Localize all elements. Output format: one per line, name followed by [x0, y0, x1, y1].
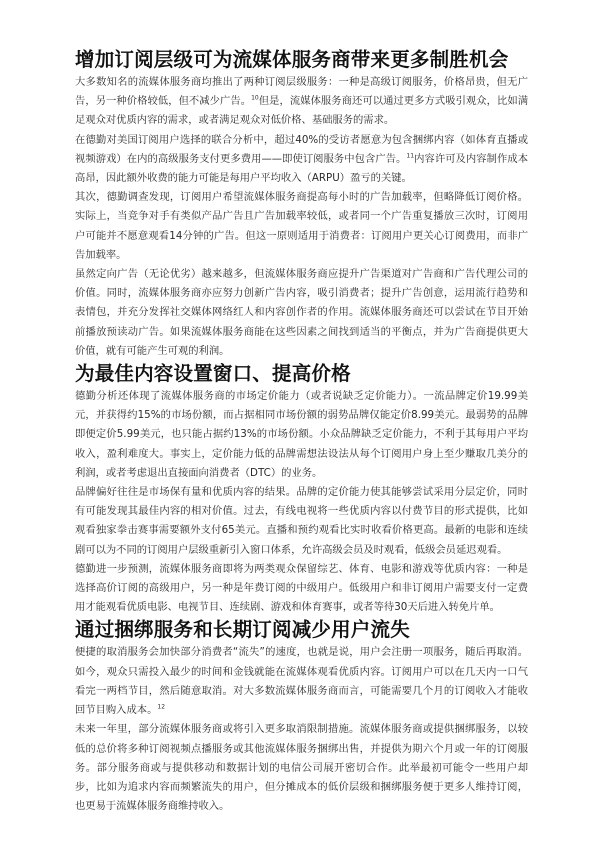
- paragraph-text: 在德勤对美国订阅用户选择的联合分析中，超过40%的受访者愿意为包含捆绑内容（如体育直播或视频游戏）在内的高级服务支付更多费用——即使订阅服务中包含广告。: [75, 133, 528, 165]
- body-paragraph: 品牌偏好往往是市场保有量和优质内容的结果。品牌的定价能力使其能够尝试采用分层定价，同时有可能发现其最佳内容的相对价值。过去，有线电视将一些优质内容以付费节目的形式提供，比如观看独家拳击赛事需要额外支付65美元。直播和预约观看比实时收看价格更高。最新的电影和连续剧可以为不同的订阅用户层级重新引入窗口体系，允许高级会员及时观看，低级会员延迟观看。: [75, 486, 528, 556]
- paragraph-text: 便捷的取消服务会加快部分消费者“流失”的速度，也就是说，用户会注册一项服务，随后再取消。如今，观众只需投入最少的时间和金钱就能在流媒体观看优质内容。订阅用户可以在几天内一口气看完一两档节目，然后随意取消。对大多数流媒体服务商而言，可能需要几个月的订阅收入才能收回节目购入成本。: [75, 646, 528, 717]
- body-paragraph: 德勤进一步预测，流媒体服务商即将为两类观众保留综艺、体育、电影和游戏等优质内容：一种是选择高价订阅的高级用户，另一种是年费订阅的中级用户。低级用户和非订阅用户需要支付一定费用才能观看优质电影、电视节目、连续剧、游戏和体育赛事，或者等待30天后进入转免片单。: [75, 562, 528, 614]
- body-paragraph: 其次，德勤调查发现，订阅用户希望流媒体服务商提高每小时的广告加载率，但略降低订阅价格。实际上，当竞争对手有类似产品广告且广告加载率较低，或者同一个广告重复播放三次时，订阅用户可能并不愿意观看14分钟的广告。但这一原则适用于消费者：订阅用户更关心订阅费用，而非广告加载率。: [75, 191, 528, 261]
- body-paragraph: [75, 131, 528, 189]
- footnote-marker[interactable]: 10: [251, 94, 259, 102]
- body-paragraph: [75, 643, 528, 720]
- footnote-marker[interactable]: 11: [406, 152, 415, 160]
- body-paragraph: [75, 73, 528, 131]
- paragraph-text: 内容许可及内容制作成本高昂，因此额外收费的能力可能是每用户平均收入（ARPU）盈亏的关键。: [75, 152, 529, 185]
- body-paragraph: 虽然定向广告（无论优劣）越来越多，但流媒体服务商应提升广告渠道对广告商和广告代理公司的价值。同时，流媒体服务商亦应努力创新广告内容，吸引消费者；提升广告创意，运用流行趋势和表情包，并充分发挥社交媒体网络红人和内容创作者的作用。流媒体服务商还可以尝试在节目开始前播放预读动广告。如果流媒体服务商能在这些因素之间找到适当的平衡点，并为广告商提供更大价值，就有可能产生可观的利润。: [75, 268, 528, 357]
- section-heading-windowing-pricing: 为最佳内容设置窗口、提高价格: [75, 362, 351, 386]
- section-heading-subscription-tiers: 增加订阅层级可为流媒体服务商带来更多制胜机会: [75, 48, 509, 71]
- body-paragraph: 德勤分析还体现了流媒体服务商的市场定价能力（或者说缺乏定价能力）。一流品牌定价19.99美元，并获得约15%的市场份额，而占据相同市场份额的弱势品牌仅能定价8.99美元。最弱势的品牌即便定价5.99美元，也只能占据约13%的市场份额。小众品牌缺乏定价能力，不利于其每用户平均收入，盈利难度大。事实上，定价能力低的品牌需想法设法从每个订阅用户身上至少赚取几美分的利润，或者考虑退出直接面向消费者（DTC）的业务。: [75, 390, 528, 479]
- paragraph-text: 大多数知名的流媒体服务商均推出了两种订阅层级服务：一种是高级订阅服务，价格昂贵，但无广告，另一种价格较低，但不减少广告。: [75, 76, 528, 108]
- paragraph-text: 但是，流媒体服务商还可以通过更多方式吸引观众，比如满足观众对优质内容的需求，或者满足观众对低价格、基础服务的需求。: [75, 95, 529, 127]
- footnote-marker[interactable]: 12: [157, 703, 166, 711]
- section-heading-bundling-churn: 通过捆绑服务和长期订阅减少用户流失: [75, 618, 410, 642]
- body-paragraph: 未来一年里，部分流媒体服务商或将引入更多取消限制措施。流媒体服务商或提供捆绑服务，以较低的总价将多种订阅视频点播服务或其他流媒体服务捆绑出售，并提供为期六个月或一年的订阅服务。部分服务商或与提供移动和数据计划的电信公司展开密切合作。此举最初可能令一些用户却步，比如为追求内容而频繁流失的用户，但分摊成本的低价层级和捆绑服务便于更多人维持订阅，也更易于流媒体服务商维持收入。: [75, 723, 528, 813]
